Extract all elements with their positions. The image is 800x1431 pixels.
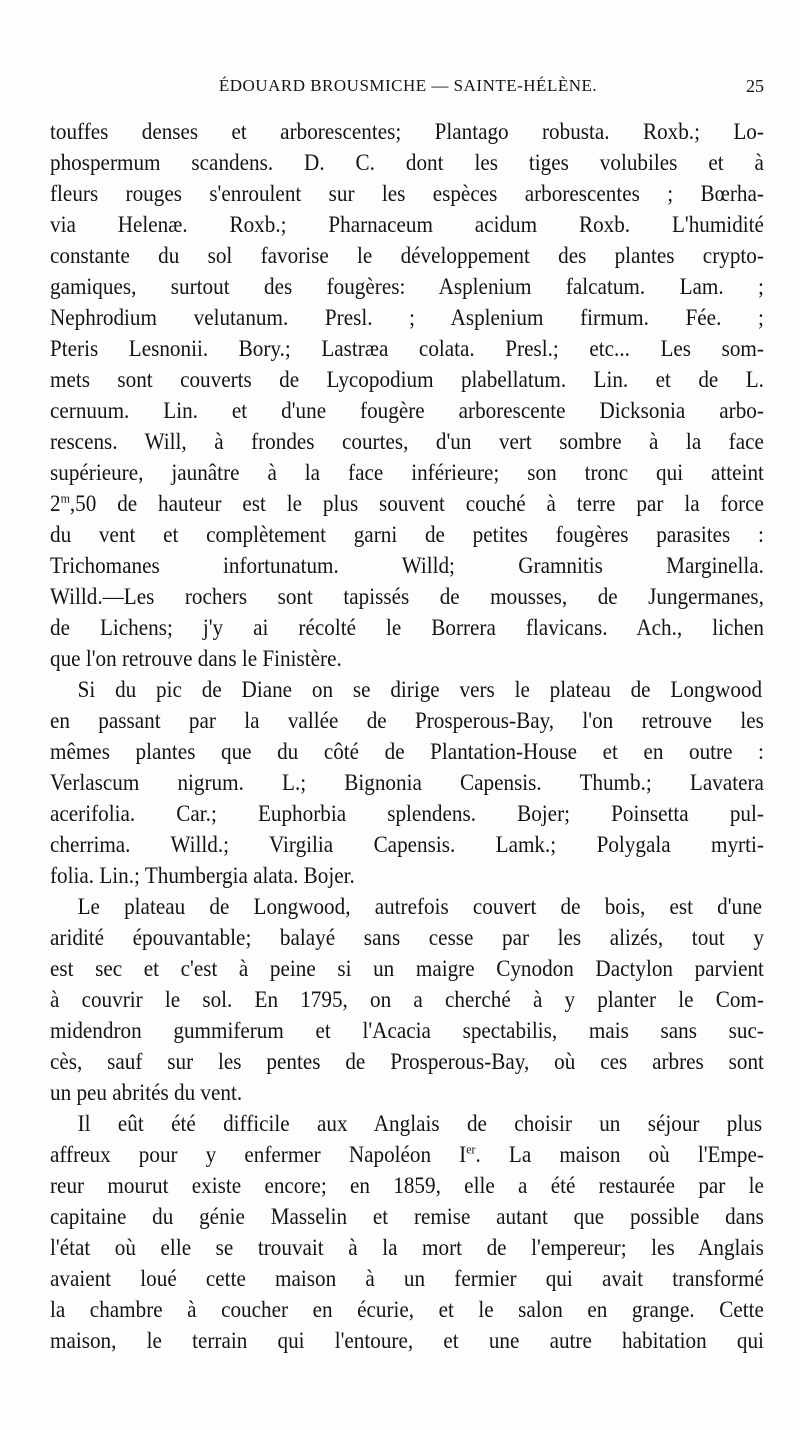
text-fragment: Il eût été difficile aux Anglais de choisir un séjour plus (77, 1111, 763, 1136)
superscript: er (466, 1141, 476, 1157)
text-line: cernuum. Lin. et d'une fougère arborescente Dicksonia arbo- (50, 398, 764, 423)
text-line: gamiques, surtout des fougères: Asplenium falcatum. Lam. ; (50, 274, 764, 299)
text-line: capitaine du génie Masselin et remise autant que possible dans (50, 1204, 764, 1229)
text-line: de Lichens; j'y ai récolté le Borrera flavicans. Ach., lichen (50, 615, 764, 640)
text-line (50, 488, 764, 519)
text-line: la chambre à coucher en écurie, et le salon en grange. Cette (50, 1297, 764, 1322)
text-line: touffes denses et arborescentes; Plantago robusta. Roxb.; Lo- (50, 119, 764, 144)
text-line: Verlascum nigrum. L.; Bignonia Capensis. Thumb.; Lavatera (50, 770, 764, 795)
text-line: en passant par la vallée de Prosperous-Bay, l'on retrouve les (50, 708, 764, 733)
text-fragment: . La maison où l'Empe- (475, 1142, 764, 1167)
text-fragment: 2 (50, 491, 61, 516)
text-line: rescens. Will, à frondes courtes, d'un vert sombre à la face (50, 429, 764, 454)
text-line: Nephrodium velutanum. Presl. ; Asplenium firmum. Fée. ; (50, 305, 764, 330)
text-line (50, 1108, 762, 1139)
text-fragment: affreux pour y enfermer Napoléon I (50, 1142, 467, 1167)
text-line: Si du pic de Diane on se dirige vers le plateau de Longwood (77, 677, 763, 702)
text-line: via Helenæ. Roxb.; Pharnaceum acidum Roxb. L'humidité (50, 212, 764, 237)
text-line: midendron gummiferum et l'Acacia spectabilis, mais sans suc- (50, 1018, 764, 1043)
text-line: un peu abrités du vent. (50, 1080, 243, 1105)
page-number: 25 (746, 76, 764, 96)
text-line: avaient loué cette maison à un fermier qui avait transformé (50, 1266, 764, 1291)
text-line: cherrima. Willd.; Virgilia Capensis. Lamk.; Polygala myrti- (50, 832, 764, 857)
text-line: du vent et complètement garni de petites fougères parasites : (50, 522, 764, 547)
text-line: supérieure, jaunâtre à la face inférieure; son tronc qui atteint (50, 460, 764, 485)
text-line: à couvrir le sol. En 1795, on a cherché à y planter le Com- (50, 987, 764, 1012)
text-line: maison, le terrain qui l'entoure, et une autre habitation qui (50, 1328, 764, 1353)
text-fragment: ,50 de hauteur est le plus souvent couché à terre par la force (69, 491, 764, 516)
text-line (50, 1139, 764, 1170)
text-line: l'état où elle se trouvait à la mort de l'empereur; les Anglais (50, 1235, 764, 1260)
running-title: ÉDOUARD BROUSMICHE — SAINTE-HÉLÈNE. (218, 76, 598, 95)
text-line: Le plateau de Longwood, autrefois couvert de bois, est d'une (77, 894, 763, 919)
text-line: mets sont couverts de Lycopodium plabellatum. Lin. et de L. (50, 367, 764, 392)
text-line: constante du sol favorise le développement des plantes crypto- (50, 243, 764, 268)
text-line: acerifolia. Car.; Euphorbia splendens. Bojer; Poinsetta pul- (50, 801, 764, 826)
text-line: fleurs rouges s'enroulent sur les espèces arborescentes ; Bœrha- (50, 181, 764, 206)
text-line: mêmes plantes que du côté de Plantation-House et en outre : (50, 739, 764, 764)
text-line: Willd.—Les rochers sont tapissés de mousses, de Jungermanes, (50, 584, 764, 609)
text-line: reur mourut existe encore; en 1859, elle a été restaurée par le (50, 1173, 764, 1198)
text-line: cès, sauf sur les pentes de Prosperous-Bay, où ces arbres sont (50, 1049, 764, 1074)
text-line: Trichomanes infortunatum. Willd; Gramnitis Marginella. (50, 553, 764, 578)
text-line: que l'on retrouve dans le Finistère. (50, 646, 342, 671)
text-line: folia. Lin.; Thumbergia alata. Bojer. (50, 863, 355, 888)
text-line: aridité épouvantable; balayé sans cesse par les alizés, tout y (50, 925, 764, 950)
text-line: phospermum scandens. D. C. dont les tiges volubiles et à (50, 150, 764, 175)
body-text (50, 116, 764, 1356)
text-line: Pteris Lesnonii. Bory.; Lastræa colata. Presl.; etc... Les som- (50, 336, 764, 361)
superscript: m (60, 490, 70, 506)
page-header (52, 76, 764, 102)
text-line: est sec et c'est à peine si un maigre Cynodon Dactylon parvient (50, 956, 764, 981)
